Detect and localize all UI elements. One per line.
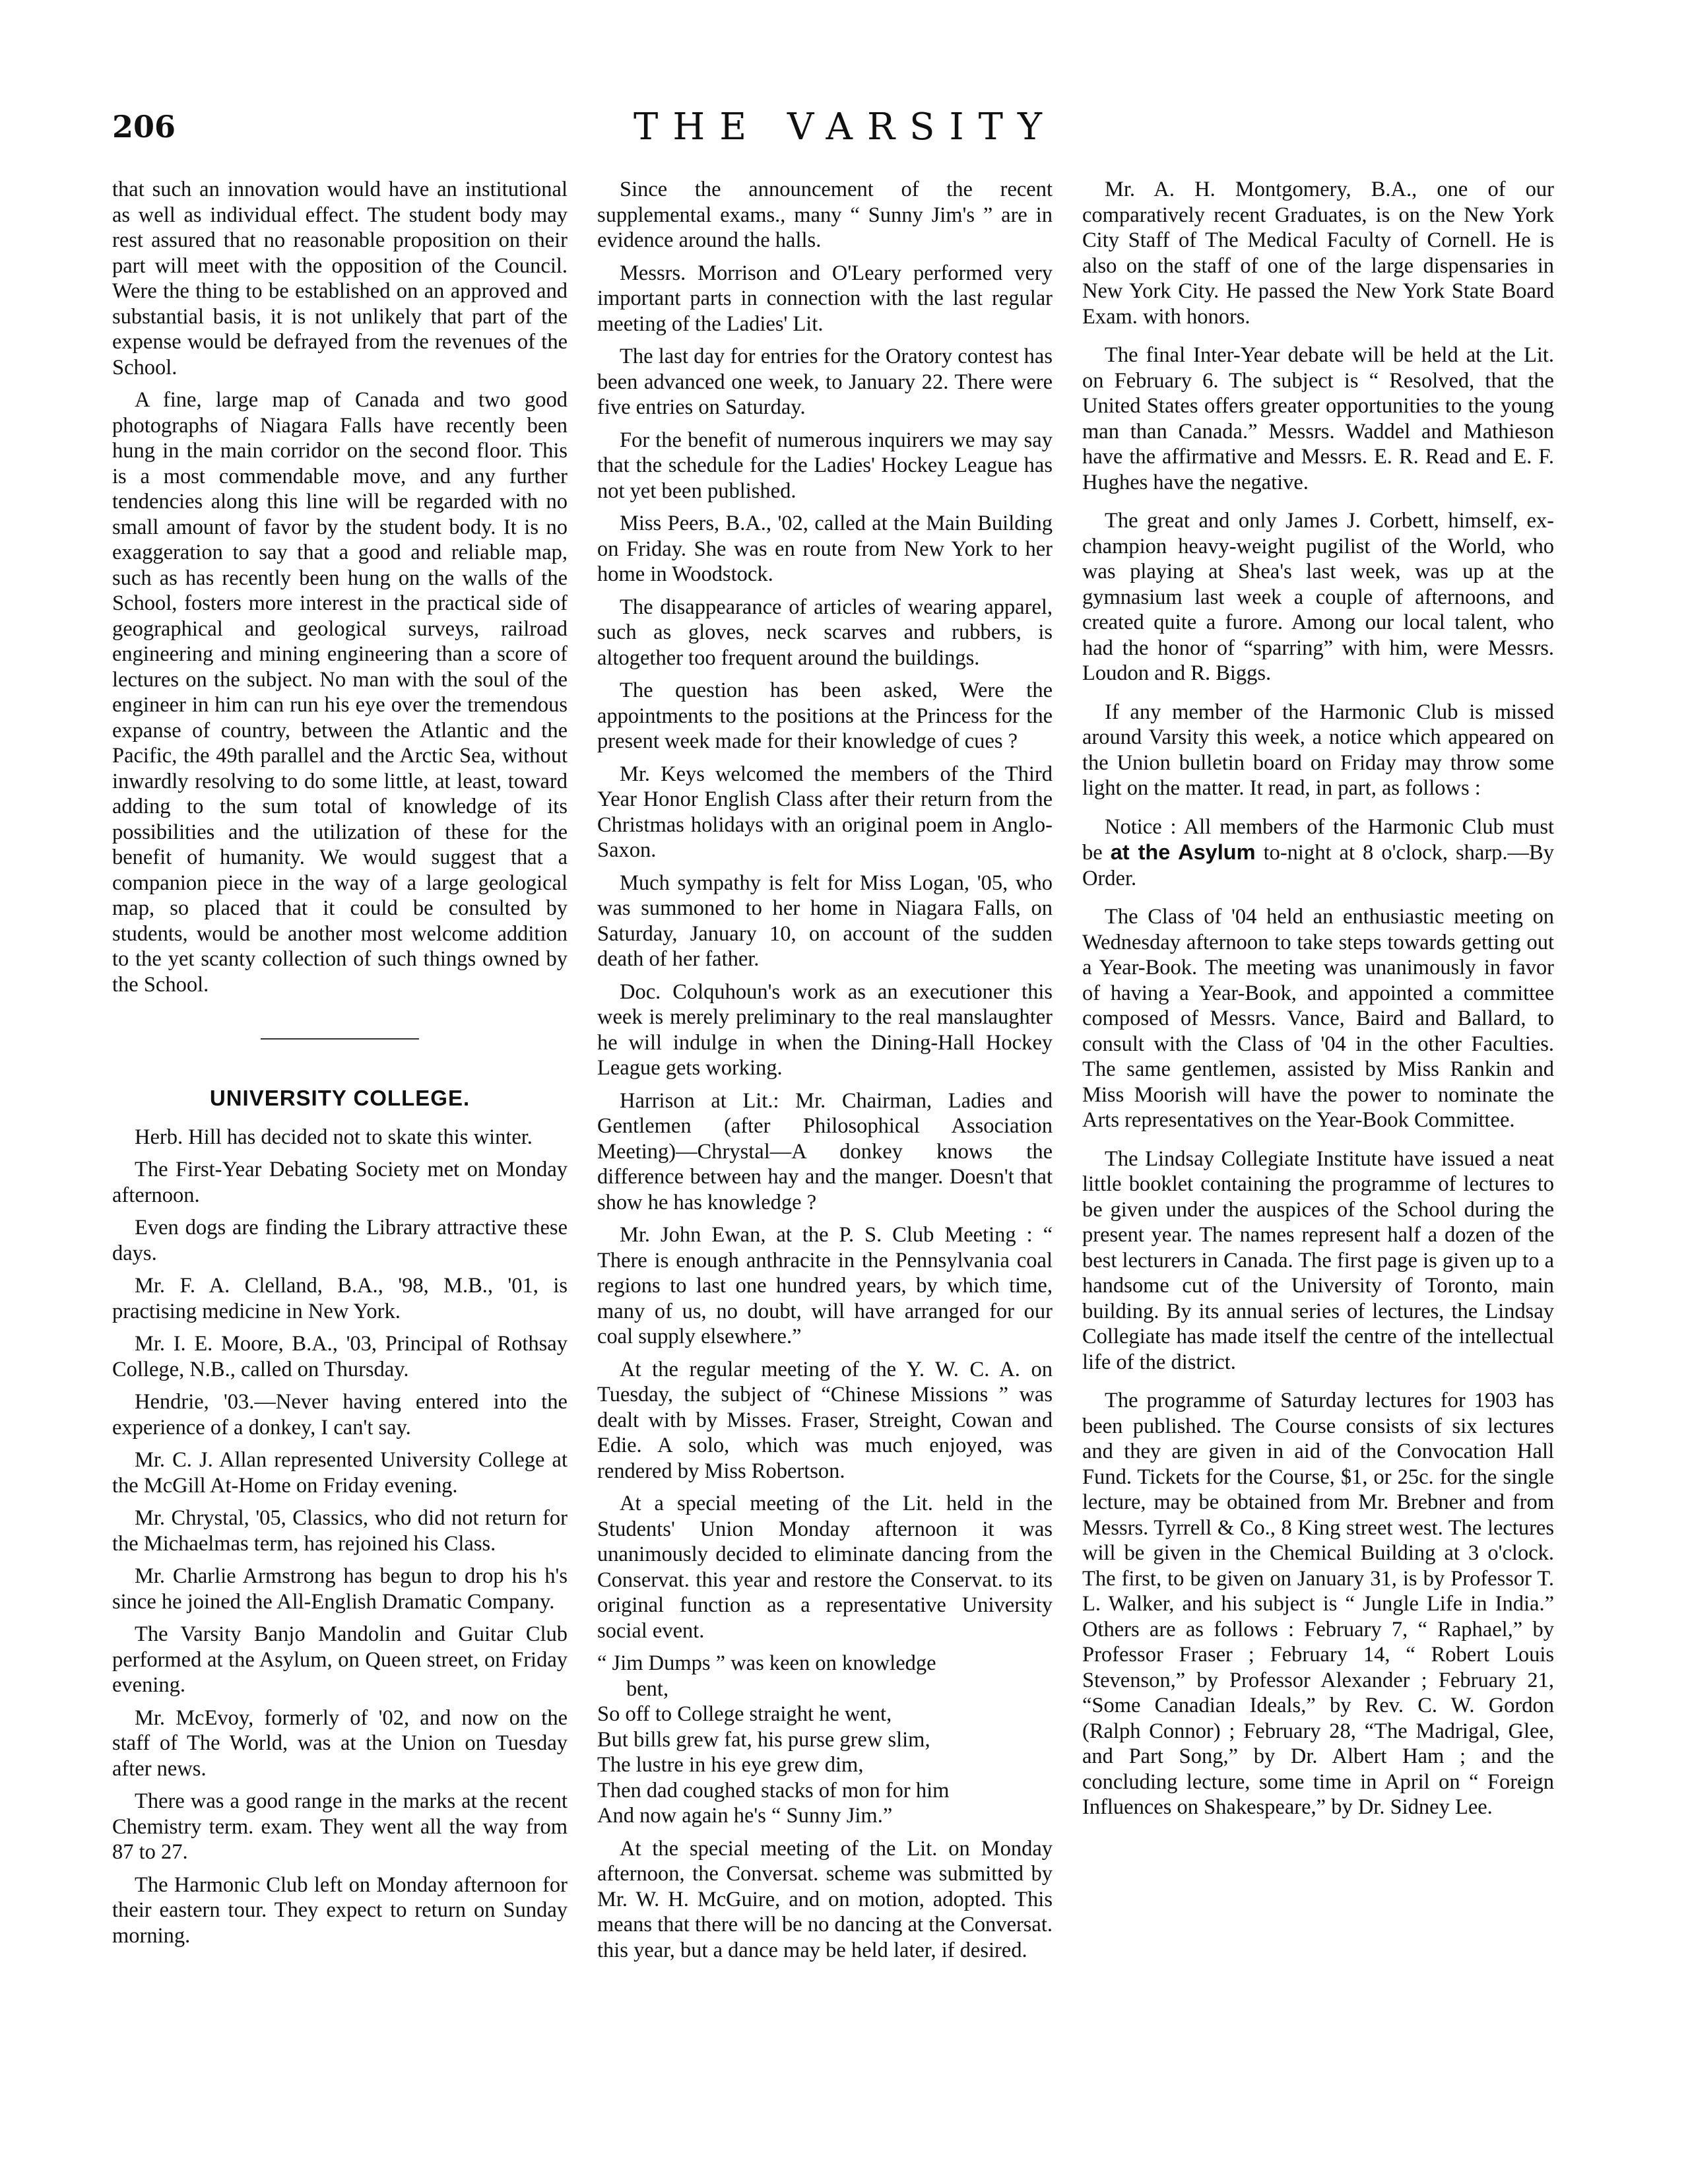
news-item: The Lindsay Collegiate Institute have issued a neat little booklet containing the programme of lectures to be given under the auspices of the School during the present year. The names represent half a dozen of the best lecturers in Canada. The first page is given up to a handsome cut of the University of Toronto, main building. By its annual series of lectures, the Lindsay Collegiate has made itself the centre of the intellectual life of the district.	[1082, 1146, 1554, 1374]
column-middle	[597, 177, 1053, 1970]
news-item: The First-Year Debating Society met on Monday afternoon.	[112, 1158, 568, 1207]
news-item: The final Inter-Year debate will be held at the Lit. on February 6. The subject is “ Resolved, that the United States offers greater opportunities to the young man than Canada.” Messrs. Waddel and Mathieson have the affirmative and Messrs. E. R. Read and E. F. Hughes have the negative.	[1082, 343, 1554, 494]
news-item: Hendrie, '03.—Never having entered into the experience of a donkey, I can't say.	[112, 1390, 568, 1439]
notice-text: to-night at 8 o'clock, sharp.—By Order.	[1082, 841, 1554, 890]
notice-text: Notice : All members of the Harmonic Club must be	[1082, 814, 1554, 865]
news-item: There was a good range in the marks at the recent Chemistry term. exam. They went all the way from 87 to 27.	[112, 1789, 568, 1864]
news-item: Mr. I. E. Moore, B.A., '03, Principal of Rothsay College, N.B., called on Thursday.	[112, 1332, 568, 1381]
news-item: Mr. McEvoy, formerly of '02, and now on the staff of The World, was at the Union on Tuesday after news.	[112, 1705, 568, 1781]
poem-line: “ Jim Dumps ” was keen on knowledge	[597, 1651, 936, 1675]
article-paragraph: A fine, large map of Canada and two good photographs of Niagara Falls have recently been hung in the main corridor on the second floor. This is a most commendable move, and any further tendencies along this line will be regarded with no small amount of favor by the student body. It is no exaggeration to say that a good and reliable map, such as has recently been hung on the walls of the School, fosters more interest in the practical side of geographical and geological surveys, railroad engineering and mining engineering than a score of lectures on the subject. No man with the soul of the engineer in him can run his eye over the tremendous expanse of country, between the Atlantic and the Pacific, the 49th parallel and the Arctic Sea, without inwardly resolving to do some little, at least, toward adding to the sum total of knowledge of its possibilities and the utilization of these for the benefit of humanity. We would suggest that a companion piece in the way of a large geological map, so placed that it could be consulted by students, would be another most welcome addition to the yet scanty collection of such things owned by the School.	[112, 388, 568, 997]
news-item: The Class of '04 held an enthusiastic meeting on Wednesday afternoon to take steps towards getting out a Year-Book. The meeting was unanimously in favor of having a Year-Book, and appointed a committee composed of Messrs. Vance, Baird and Ballard, to consult with the Class of '04 in the other Faculties. The same gentlemen, assisted by Miss Rankin and Miss Moorish will have the power to nominate the Arts representatives on the Year-Book Committee.	[1082, 905, 1554, 1132]
news-item: The Varsity Banjo Mandolin and Guitar Club performed at the Asylum, on Queen street, on Friday evening.	[112, 1622, 568, 1697]
poem-line: And now again he's “ Sunny Jim.”	[597, 1804, 893, 1828]
poem-line: bent,	[626, 1676, 669, 1701]
news-item: At the regular meeting of the Y. W. C. A. on Tuesday, the subject of “Chinese Missions ” was dealt with by Misses. Fraser, Streight, Cowan and Edie. A solo, which was much enjoyed, was rendered by Miss Robertson.	[597, 1357, 1053, 1483]
news-item: Messrs. Morrison and O'Leary performed very important parts in connection with the last regular meeting of the Ladies' Lit.	[597, 261, 1053, 336]
news-item: Mr. John Ewan, at the P. S. Club Meeting : “ There is enough anthracite in the Pennsylvania coal regions to last one hundred years, by which time, many of us, no doubt, will have arranged for our coal supply elsewhere.”	[597, 1223, 1053, 1348]
news-item: Mr. C. J. Allan represented University College at the McGill At-Home on Friday evening.	[112, 1448, 568, 1498]
news-item: The last day for entries for the Oratory contest has been advanced one week, to January 22. There were five entries on Saturday.	[597, 345, 1053, 419]
news-item: The programme of Saturday lectures for 1903 has been published. The Course consists of six lectures and they are given in aid of the Convocation Hall Fund. Tickets for the Course, $1, or 25c. for the single lecture, may be obtained from Mr. Brebner and from Messrs. Tyrrell & Co., 8 King street west. The lectures will be given in the Chemical Building at 3 o'clock. The first, to be given on January 31, is by Professor T. L. Walker, and his subject is “ Jungle Life in India.” Others are as follows : February 7, “ Raphael,” by Professor Fraser ; February 14, “ Robert Louis Stevenson,” by Professor Alexander ; February 21, “Some Canadian Ideals,” by Rev. C. W. Gordon (Ralph Connor) ; February 28, “The Madrigal, Glee, and Part Song,” by Dr. Albert Ham ; and the concluding lecture, some time in April on “ Foreign Influences on Shakespeare,” by Dr. Sidney Lee.	[1082, 1389, 1554, 1819]
notice-quote	[1082, 814, 1554, 892]
poem	[597, 1651, 1053, 1829]
news-item: Mr. Keys welcomed the members of the Third Year Honor English Class after their return from the Christmas holidays with an original poem in Anglo-Saxon.	[597, 762, 1053, 862]
news-item: If any member of the Harmonic Club is missed around Varsity this week, a notice which appeared on the Union bulletin board on Friday may throw some light on the matter. It read, in part, as follows :	[1082, 700, 1554, 800]
notice-emphasis: at the Asylum	[1110, 840, 1256, 864]
poem-line: Then dad coughed stacks of mon for him	[597, 1778, 950, 1803]
column-left	[112, 177, 568, 1956]
news-item: The disappearance of articles of wearing apparel, such as gloves, neck scarves and rubbers, is altogether too frequent around the buildings.	[597, 595, 1053, 670]
poem-line: But bills grew fat, his purse grew slim,	[597, 1727, 930, 1752]
news-item: Mr. Charlie Armstrong has begun to drop his h's since he joined the All-English Dramatic Company.	[112, 1564, 568, 1614]
news-item: Miss Peers, B.A., '02, called at the Main Building on Friday. She was en route from New York to her home in Woodstock.	[597, 512, 1053, 586]
news-item: Mr. A. H. Montgomery, B.A., one of our comparatively recent Graduates, is on the New York City Staff of The Medical Faculty of Cornell. He is also on the staff of one of the large dispensaries in New York City. He passed the New York State Board Exam. with honors.	[1082, 178, 1554, 329]
news-item: At the special meeting of the Lit. on Monday afternoon, the Conversat. scheme was submitted by Mr. W. H. McGuire, and on motion, adopted. This means that there will be no dancing at the Conversat. this year, but a dance may be held later, if desired.	[597, 1836, 1053, 1962]
news-item: Since the announcement of the recent supplemental exams., many “ Sunny Jim's ” are in evidence around the halls.	[597, 178, 1053, 252]
masthead-title: THE VARSITY	[634, 106, 1056, 149]
section-heading: UNIVERSITY COLLEGE.	[209, 1086, 471, 1110]
section-divider	[261, 1038, 419, 1040]
news-item: Even dogs are finding the Library attractive these days.	[112, 1216, 568, 1265]
news-item: Mr. Chrystal, '05, Classics, who did not return for the Michaelmas term, has rejoined his Class.	[112, 1506, 568, 1556]
news-item: Herb. Hill has decided not to skate this winter.	[135, 1125, 533, 1149]
news-item: For the benefit of numerous inquirers we may say that the schedule for the Ladies' Hockey League has not yet been published.	[597, 428, 1053, 503]
news-item: Mr. F. A. Clelland, B.A., '98, M.B., '01, is practising medicine in New York.	[112, 1274, 568, 1323]
poem-line: So off to College straight he went,	[597, 1702, 892, 1726]
news-item: The question has been asked, Were the appointments to the positions at the Princess for the present week made for their knowledge of cues ?	[597, 678, 1053, 753]
page-number: 206	[112, 109, 176, 145]
news-item: The great and only James J. Corbett, himself, ex-champion heavy-weight pugilist of the World, who was playing at Shea's last week, was up at the gymnasium last week a couple of afternoons, and created quite a furore. Among our local talent, who had the honor of “sparring” with him, were Messrs. Loudon and R. Biggs.	[1082, 509, 1554, 685]
news-item: The Harmonic Club left on Monday afternoon for their eastern tour. They expect to return on Sunday morning.	[112, 1872, 568, 1948]
column-right	[1082, 177, 1554, 1834]
article-paragraph: that such an innovation would have an institutional as well as individual effect. The student body may rest assured that no reasonable proposition on their part will meet with the opposition of the Council. Were the thing to be established on an approved and substantial basis, it is not unlikely that part of the expense would be defrayed from the revenues of the School.	[112, 178, 568, 380]
poem-line: The lustre in his eye grew dim,	[597, 1753, 864, 1777]
news-item: At a special meeting of the Lit. held in the Students' Union Monday afternoon it was unanimously decided to eliminate dancing from the Conservat. this year and restore the Conservat. to its original function as a representative University social event.	[597, 1492, 1053, 1643]
news-item: Harrison at Lit.: Mr. Chairman, Ladies and Gentlemen (after Philosophical Association Meeting)—Chrystal—A donkey knows the difference between hay and the manger. Doesn't that show he has knowledge ?	[597, 1088, 1053, 1214]
news-item: Doc. Colquhoun's work as an executioner this week is merely preliminary to the real manslaughter he will indulge in when the Dining-Hall Hockey League gets working.	[597, 979, 1053, 1080]
news-item: Much sympathy is felt for Miss Logan, '05, who was summoned to her home in Niagara Falls, on Saturday, January 10, on account of the sudden death of her father.	[597, 871, 1053, 971]
